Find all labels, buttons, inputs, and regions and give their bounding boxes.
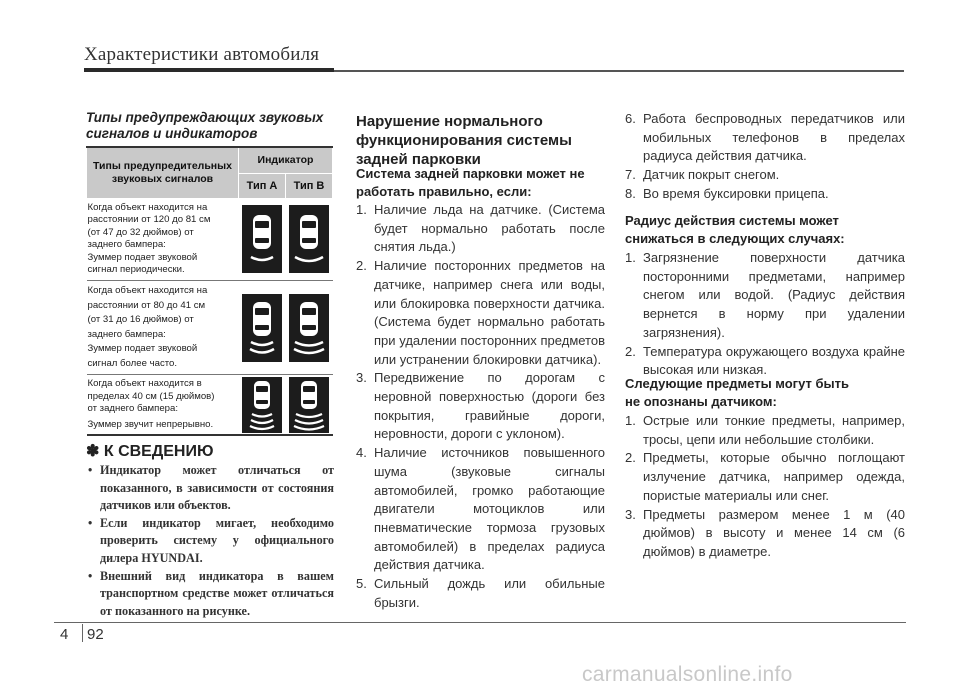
desc-line: Когда объект находится в: [87, 378, 202, 390]
car-1-arc-icon: [289, 205, 329, 273]
desc-line: Зуммер звучит непрерывно.: [87, 418, 214, 430]
item-number: 1.: [356, 202, 367, 217]
list-item: [356, 575, 605, 612]
watermark-text: carmanualsonline.info: [582, 663, 793, 686]
indicator-table: [86, 146, 333, 436]
item-text: Температура окружающего воздуха крайне высокая или низкая.: [643, 343, 905, 378]
item-text: Острые или тонкие предметы, например, тросы, цепи или небольшие столбики.: [643, 413, 905, 447]
desc-line: Когда объект находится на: [87, 201, 208, 213]
malfunction-subtitle: [356, 165, 606, 201]
item-number: 2.: [625, 343, 636, 359]
type-b-cell: [286, 198, 333, 281]
malfunction-list-continued: [625, 110, 905, 204]
table-header-indicator: Индикатор: [239, 147, 333, 173]
row-description: [87, 198, 239, 281]
table-row: [87, 198, 333, 281]
list-item: [625, 185, 905, 204]
item-text: Сильный дождь или обильные брызги.: [374, 576, 605, 610]
type-a-cell: [239, 198, 286, 281]
bullet-icon: •: [88, 568, 93, 583]
item-text: Работа беспроводных передатчиков или мобильных телефонов в пределах радиуса действия датчика.: [643, 111, 905, 164]
header-line: звуковых сигналов: [111, 172, 214, 185]
item-text: Предметы размером менее 1 м (40 дюймов) в высоту и менее 14 см (6 дюймов) в диаметре.: [643, 506, 905, 559]
list-item: [625, 412, 905, 449]
footer-separator: [82, 624, 83, 642]
list-item: [625, 449, 905, 505]
notice-text: Если индикатор мигает, необходимо проверить систему у официального дилера HYUNDAI.: [100, 515, 334, 565]
page-number: 92: [87, 626, 104, 643]
item-number: 4.: [356, 445, 367, 461]
item-number: 3.: [356, 370, 367, 386]
car-2-arc-icon: [289, 294, 329, 362]
item-number: 2.: [625, 450, 636, 466]
bullet-icon: •: [88, 463, 93, 477]
desc-line: сигнал периодически.: [87, 264, 185, 276]
undetected-objects-heading: [625, 375, 905, 411]
list-item: [625, 249, 905, 343]
item-number: 5.: [356, 576, 367, 592]
car-2-arc-icon: [242, 294, 282, 362]
desc-line: (от 31 до 16 дюймов) от: [87, 314, 194, 326]
section-number: 4: [60, 626, 69, 643]
heading-line: Радиус действия системы может: [625, 213, 839, 228]
item-text: Загрязнение поверхности датчика посторонними предметами, например снегом или водой. (Радиус действия вернется в норму при удалении загрязнения).: [643, 250, 905, 340]
item-number: 1.: [625, 413, 636, 428]
table-row: [87, 375, 333, 436]
desc-line: (от 47 до 32 дюймов) от: [87, 226, 194, 238]
list-item: [88, 462, 334, 515]
header-line: Типы предупредительных: [93, 159, 232, 172]
item-number: 3.: [625, 506, 636, 522]
item-number: 8.: [625, 185, 636, 201]
footer-rule: [54, 622, 906, 623]
desc-line: заднего бампера:: [87, 328, 166, 340]
item-text: Во время буксировки прицепа.: [643, 185, 829, 201]
notice-title: [86, 441, 213, 461]
type-a-cell: [239, 375, 286, 436]
car-3-arc-icon: [289, 377, 329, 433]
table-row: [87, 281, 333, 375]
warning-types-heading: [86, 110, 336, 142]
table-header-type-b: Тип B: [286, 173, 333, 198]
undetected-objects-list: [625, 412, 905, 562]
type-b-cell: [286, 281, 333, 375]
list-item: [356, 369, 605, 444]
heading-line: сигналов и индикаторов: [86, 126, 258, 141]
range-reduction-list: [625, 249, 905, 380]
desc-line: сигнал более часто.: [87, 357, 178, 369]
row-description: [87, 281, 239, 375]
item-text: Передвижение по дорогам с неровной поверхностью (дороги без покрытия, гравийные дороги, неровности, дороги с уклоном).: [374, 370, 605, 442]
heading-line: Типы предупреждающих звуковых: [86, 110, 324, 125]
notice-text: Индикатор может отличаться от показанного, в зависимости от состояния датчиков или объектов.: [100, 463, 334, 513]
header-rule-thin: [334, 70, 904, 72]
title-line: функционирования системы: [356, 132, 572, 149]
bullet-icon: •: [88, 515, 93, 530]
title-line: Нарушение нормального: [356, 113, 543, 130]
range-reduction-heading: [625, 212, 905, 248]
heading-line: Следующие предметы могут быть: [625, 376, 849, 391]
notice-text: Внешний вид индикатора в вашем транспортном средстве может отличаться от показанного на рисунке.: [100, 568, 334, 618]
notice-title-text: К СВЕДЕНИЮ: [103, 443, 214, 460]
table-header-type: [87, 147, 239, 198]
item-text: Датчик покрыт снегом.: [643, 167, 780, 183]
heading-line: не опознаны датчиком:: [625, 394, 777, 409]
item-text: Наличие льда на датчике. (Система будет нормально работать после снятия льда.): [374, 202, 605, 255]
notice-list: [88, 462, 334, 620]
item-text: Наличие посторонних предметов на датчике, например снега или воды, или блокировка поверхности датчика. (Система будет нормально работать при удалении посторонних предметов или устранении блокировки датчика).: [374, 258, 605, 367]
car-1-arc-icon: [242, 205, 282, 273]
item-number: 2.: [356, 258, 367, 274]
list-item: [356, 201, 605, 257]
desc-line: от заднего бампера:: [87, 403, 179, 415]
desc-line: Когда объект находится на: [87, 285, 208, 297]
item-text: Предметы, которые обычно поглощают излучение датчика, например одежда, пористые материалы или снег.: [643, 450, 905, 503]
list-item: [625, 166, 905, 185]
type-a-cell: [239, 281, 286, 375]
type-b-cell: [286, 375, 333, 436]
page-header-title: Характеристики автомобиля: [84, 44, 320, 65]
list-item: [88, 515, 334, 568]
car-3-arc-icon: [242, 377, 282, 433]
list-item: [625, 110, 905, 166]
desc-line: Зуммер подает звуковой: [87, 251, 198, 263]
malfunction-list: [356, 201, 605, 612]
desc-line: пределах 40 см (15 дюймов): [87, 390, 215, 402]
item-text: Наличие источников повышенного шума (звуковые сигналы автомобилей, громко работающие двигатели мотоциклов или пневматические тормоза грузовых автомобилей) в пределах радиуса действия датчика.: [374, 445, 605, 573]
list-item: [356, 257, 605, 369]
subtitle-line: работать правильно, если:: [356, 184, 532, 199]
heading-line: снижаться в следующих случаях:: [625, 231, 845, 246]
desc-line: заднего бампера:: [87, 239, 166, 251]
row-description: [87, 375, 239, 436]
desc-line: Зуммер подает звуковой: [87, 343, 198, 355]
title-line: задней парковки: [356, 151, 481, 168]
table-header-type-a: Тип A: [239, 173, 286, 198]
item-number: 7.: [625, 167, 636, 183]
subtitle-line: Система задней парковки может не: [356, 166, 585, 181]
header-rule-thick: [84, 68, 334, 72]
desc-line: расстоянии от 80 до 41 см: [87, 299, 206, 311]
item-number: 1.: [625, 250, 636, 265]
malfunction-title: [356, 112, 606, 169]
list-item: [88, 568, 334, 621]
item-number: 6.: [625, 111, 636, 126]
notice-symbol-icon: ✽: [86, 443, 100, 460]
list-item: [356, 444, 605, 575]
desc-line: расстоянии от 120 до 81 см: [87, 214, 211, 226]
list-item: [625, 506, 905, 562]
